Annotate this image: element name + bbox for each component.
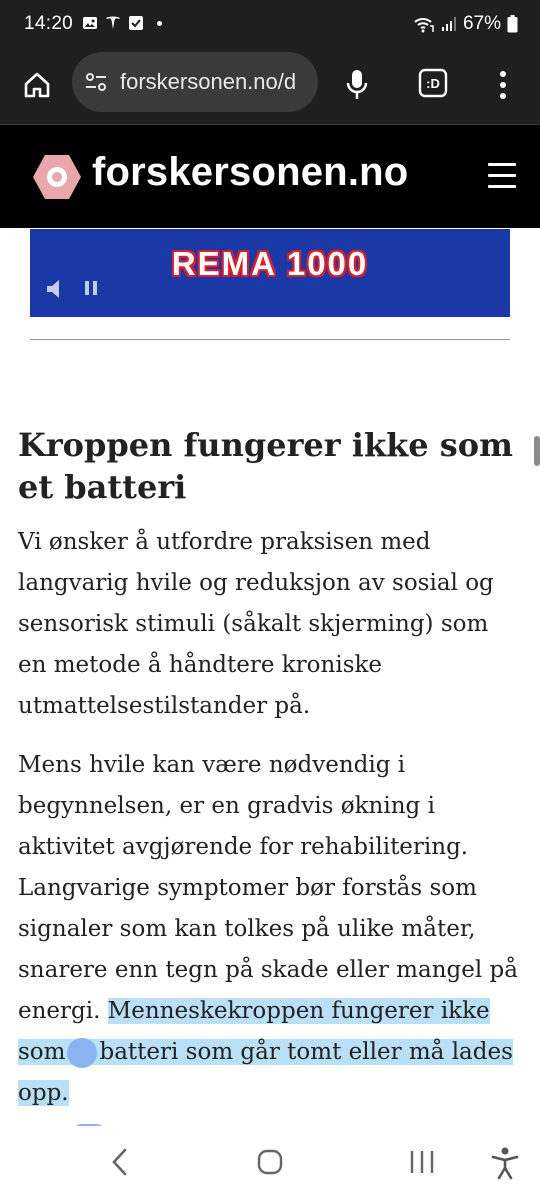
section-divider (30, 339, 510, 340)
article-subheading: Kroppen fungerer ikke som et batteri (18, 426, 513, 506)
address-bar[interactable] (72, 52, 318, 112)
signal-icon (441, 16, 457, 32)
tab-switcher-button[interactable] (416, 66, 450, 100)
back-icon[interactable] (106, 1146, 134, 1178)
ad-brand-text: REMA 1000 (171, 245, 369, 282)
tesla-icon (105, 15, 121, 31)
checkbox-icon (128, 15, 144, 31)
scrollbar-thumb[interactable] (534, 436, 540, 466)
url-text[interactable]: forskersonen.no/d (120, 69, 297, 94)
status-left-icons (82, 15, 162, 31)
browser-home-button[interactable] (16, 64, 58, 106)
selected-text-start[interactable]: Menneskekroppen fungerer ikke som (18, 998, 490, 1065)
wifi-calling-icon (413, 15, 435, 33)
browser-menu-button[interactable] (488, 64, 518, 106)
selected-text-end[interactable]: batteri som går tomt eller må lades opp. (18, 1039, 513, 1106)
paragraph-2-text: Mens hvile kan være nødvendig i begynnelsen, er en gradvis økning i aktivitet avgjørende for rehabilitering. Langvarige symptomer bør forstås som signaler som kan tolkes på ulike måter, snarere enn tegn på skade eller mangel på energi. (18, 752, 518, 1024)
image-icon (82, 15, 98, 31)
more-vert-icon (499, 70, 507, 100)
status-bar (0, 0, 540, 50)
notification-dot-icon (157, 21, 162, 26)
home-circle-icon[interactable] (256, 1148, 284, 1176)
voice-search-button[interactable] (340, 64, 374, 106)
tab-badge-text: :D (426, 76, 440, 91)
pause-icon[interactable] (84, 280, 98, 296)
mic-icon (345, 68, 369, 102)
site-settings-icon[interactable] (84, 71, 108, 93)
site-logo-text[interactable]: forskersonen.no (92, 150, 409, 194)
battery-icon (507, 15, 518, 33)
volume-icon[interactable] (46, 279, 68, 299)
recent-apps-icon[interactable] (406, 1148, 438, 1176)
status-right (413, 13, 518, 35)
hamburger-menu-icon[interactable] (488, 163, 516, 189)
system-nav-bar (0, 1126, 540, 1200)
tab-switcher-icon (418, 68, 448, 98)
article-paragraph-1: Vi ønsker å utfordre praksisen med langvarig hvile og reduksjon av sosial og sensorisk stimuli (såkalt skjerming) som en metode å håndtere kroniske utmattelsestilstander på. (18, 529, 494, 719)
selection-handle-icon[interactable] (67, 1038, 97, 1068)
browser-toolbar (0, 50, 540, 125)
forskersonen-logo-icon[interactable] (32, 153, 82, 201)
ad-banner[interactable] (30, 229, 510, 317)
battery-percent: 67% (462, 13, 501, 34)
site-header (0, 125, 540, 228)
home-icon (22, 70, 52, 100)
status-time: 14:20 (24, 13, 74, 34)
accessibility-icon[interactable] (490, 1146, 520, 1180)
article-body (18, 424, 523, 1114)
article-paragraph-2 (18, 745, 523, 1114)
